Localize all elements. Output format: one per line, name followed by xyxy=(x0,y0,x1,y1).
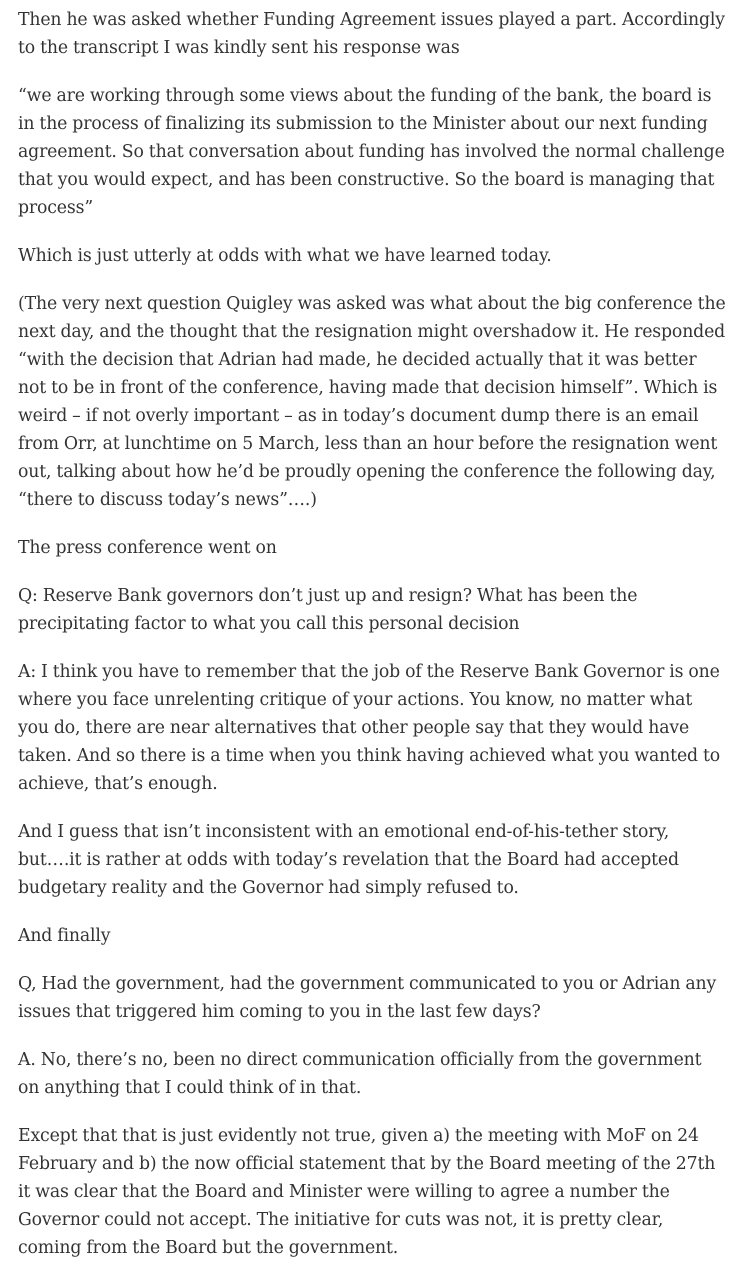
paragraph-emotional-comment: And I guess that isn’t inconsistent with an emotional end-of-his-tether story, but….it is rather at odds with today’s revelation that the Board had accepted budgetary reality and the Governor had simply refused to. xyxy=(18,822,679,898)
paragraph-funding-question: Then he was asked whether Funding Agreement issues played a part. Accordingly to the transcript I was kindly sent his response was xyxy=(18,10,725,58)
paragraph-question-resign: Q: Reserve Bank governors don’t just up and resign? What has been the precipitating factor to what you call this personal decision xyxy=(18,586,638,634)
paragraph-conclusion: Except that that is just evidently not true, given a) the meeting with MoF on 24 February and b) the now official statement that by the Board meeting of the 27th it was clear that the Board and Minister were willing to agree a number the Governor could not accept. The initiative for cuts was not, it is pretty clear, coming from the Board but the government. xyxy=(18,1126,716,1258)
paragraph-answer-critique: A: I think you have to remember that the job of the Reserve Bank Governor is one where you face unrelenting critique of your actions. You know, no matter what you do, there are near alternatives that other people say that they would have taken. And so there is a time when you think having achieved what you wanted to achieve, that’s enough. xyxy=(18,662,721,794)
paragraph-question-government: Q, Had the government, had the government communicated to you or Adrian any issues that triggered him coming to you in the last few days? xyxy=(18,974,717,1022)
paragraph-and-finally: And finally xyxy=(18,926,111,946)
paragraph-odds-comment: Which is just utterly at odds with what we have learned today. xyxy=(18,246,552,266)
paragraph-answer-government: A. No, there’s no, been no direct communication officially from the government on anything that I could think of in that. xyxy=(18,1050,702,1098)
paragraph-press-conference: The press conference went on xyxy=(18,538,277,558)
paragraph-funding-quote: “we are working through some views about the funding of the bank, the board is in the process of finalizing its submission to the Minister about our next funding agreement. So that conversation about funding has involved the normal challenge that you would expect, and has been constructive. So the board is managing that process” xyxy=(18,86,725,218)
paragraph-conference-aside: (The very next question Quigley was asked was what about the big conference the next day, and the thought that the resignation might overshadow it. He responded “with the decision that Adrian had made, he decided actually that it was better not to be in front of the conference, having made that decision himself”. Which is weird – if not overly important – as in today’s document dump there is an email from Orr, at lunchtime on 5 March, less than an hour before the resignation went out, talking about how he’d be proudly opening the conference the following day, “there to discuss today’s news”….) xyxy=(18,294,726,510)
